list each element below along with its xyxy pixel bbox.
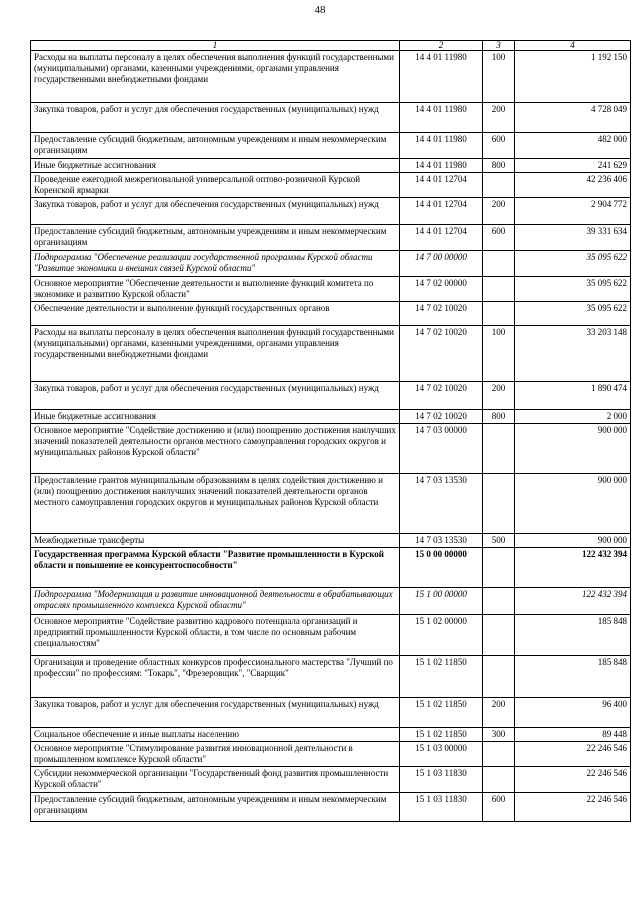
row-name: Предоставление грантов муниципальным образованиям в целях содействия достижению и (или) поощрению достижения наилучших значений показателей деятельности органов местного самоуправления городских округов и муниципальных районов Курской области [31,474,400,534]
table-row [31,410,631,424]
row-code: 15 1 03 11830 [400,767,483,793]
row-name: Закупка товаров, работ и услуг для обеспечения государственных (муниципальных) нужд [31,382,400,410]
row-name: Государственная программа Курской области "Развитие промышленности в Курской области и повышение ее конкурентоспособности" [31,548,400,588]
row-code: 14 7 00 00000 [400,251,483,277]
row-code: 14 4 01 11980 [400,133,483,159]
row-type: 500 [483,534,515,548]
row-type [483,302,515,326]
table-row [31,474,631,534]
table-row [31,698,631,728]
row-code: 14 4 01 12704 [400,198,483,225]
row-code: 15 1 03 11830 [400,793,483,822]
row-type [483,588,515,615]
row-code: 14 4 01 11980 [400,51,483,103]
row-type [483,548,515,588]
row-name: Межбюджетные трансферты [31,534,400,548]
row-code: 14 4 01 12704 [400,225,483,251]
row-name: Предоставление субсидий бюджетным, автономным учреждениям и иным некоммерческим организациям [31,793,400,822]
row-name: Закупка товаров, работ и услуг для обеспечения государственных (муниципальных) нужд [31,103,400,133]
row-code: 15 1 02 11850 [400,728,483,742]
row-type: 100 [483,326,515,382]
row-name: Расходы на выплаты персоналу в целях обеспечения выполнения функций государственными (муниципальными) органами, казенными учреждениями, органами управления государственными внебюджетными фондами [31,326,400,382]
row-name: Основное мероприятие "Стимулирование развития инновационной деятельности в промышленном комплексе Курской области" [31,742,400,767]
row-type [483,742,515,767]
row-name: Расходы на выплаты персоналу в целях обеспечения выполнения функций государственными (муниципальными) органами, казенными учреждениями, органами управления государственными внебюджетными фондами [31,51,400,103]
row-type: 200 [483,198,515,225]
row-code: 14 7 02 10020 [400,382,483,410]
row-name: Основное мероприятие "Обеспечение деятельности и выполнение функций комитета по экономике и развитию Курской области" [31,277,400,302]
row-code: 14 7 02 10020 [400,326,483,382]
row-amount: 22 246 546 [515,767,631,793]
table-row [31,51,631,103]
table-row [31,382,631,410]
row-name: Подпрограмма "Обеспечение реализации государственной программы Курской области "Развитие экономики и внешних связей Курской области" [31,251,400,277]
row-type: 600 [483,225,515,251]
row-amount: 42 236 406 [515,173,631,198]
row-amount: 22 246 546 [515,742,631,767]
row-name: Субсидии некоммерческой организации "Государственный фонд развития промышленности Курской области" [31,767,400,793]
row-type [483,251,515,277]
row-code: 15 1 02 11850 [400,656,483,698]
row-name: Обеспечение деятельности и выполнение функций государственных органов [31,302,400,326]
table-row [31,277,631,302]
row-amount: 122 432 394 [515,548,631,588]
row-amount: 22 246 546 [515,793,631,822]
row-type [483,424,515,474]
table-row [31,133,631,159]
row-type [483,173,515,198]
table-row [31,424,631,474]
row-type [483,767,515,793]
row-amount: 33 203 148 [515,326,631,382]
row-name: Основное мероприятие "Содействие развитию кадрового потенциала организаций и предприятий промышленности Курской области, в том числе по основным рабочим специальностям" [31,615,400,656]
table-row [31,103,631,133]
row-amount: 39 331 634 [515,225,631,251]
row-name: Предоставление субсидий бюджетным, автономным учреждениям и иным некоммерческим организациям [31,225,400,251]
table-header-row [31,41,631,51]
row-amount: 900 000 [515,424,631,474]
row-amount: 900 000 [515,534,631,548]
table-row [31,588,631,615]
table-row [31,251,631,277]
row-code: 15 1 02 11850 [400,698,483,728]
table-row [31,767,631,793]
row-code: 14 4 01 11980 [400,159,483,173]
row-code: 14 7 03 00000 [400,424,483,474]
row-name: Проведение ежегодной межрегиональной универсальной оптово-розничной Курской Коренской ярмарки [31,173,400,198]
row-code: 14 4 01 11980 [400,103,483,133]
row-code: 14 7 02 00000 [400,277,483,302]
table-row [31,225,631,251]
row-code: 15 1 00 00000 [400,588,483,615]
budget-table [30,40,631,822]
table-row [31,742,631,767]
row-type: 200 [483,382,515,410]
table-row [31,728,631,742]
row-amount: 185 848 [515,615,631,656]
row-code: 14 7 03 13530 [400,474,483,534]
row-amount: 35 095 622 [515,302,631,326]
row-amount: 1 192 150 [515,51,631,103]
row-name: Подпрограмма "Модернизация и развитие инновационной деятельности в обрабатывающих отраслях промышленного комплекса Курской области" [31,588,400,615]
row-name: Социальное обеспечение и иные выплаты населению [31,728,400,742]
row-amount: 241 629 [515,159,631,173]
header-col-4: 4 [515,41,631,51]
row-name: Предоставление субсидий бюджетным, автономным учреждениям и иным некоммерческим организациям [31,133,400,159]
row-type: 200 [483,103,515,133]
row-type: 600 [483,793,515,822]
table-row [31,198,631,225]
row-name: Иные бюджетные ассигнования [31,159,400,173]
table-row [31,615,631,656]
row-name: Организация и проведение областных конкурсов профессионального мастерства "Лучший по профессии" по профессиям: "Токарь", "Фрезеровщик", "Сварщик" [31,656,400,698]
row-type: 800 [483,410,515,424]
row-type: 200 [483,698,515,728]
header-col-1: 1 [31,41,400,51]
row-name: Закупка товаров, работ и услуг для обеспечения государственных (муниципальных) нужд [31,698,400,728]
row-amount: 482 000 [515,133,631,159]
row-type: 800 [483,159,515,173]
row-name: Основное мероприятие "Содействие достижению и (или) поощрению достижения наилучших значений показателей деятельности органов местного самоуправления городских округов и муниципальных районов Курской области" [31,424,400,474]
row-amount: 2 904 772 [515,198,631,225]
row-name: Иные бюджетные ассигнования [31,410,400,424]
row-amount: 122 432 394 [515,588,631,615]
header-col-2: 2 [400,41,483,51]
row-code: 14 7 03 13530 [400,534,483,548]
row-amount: 35 095 622 [515,251,631,277]
row-code: 15 1 02 00000 [400,615,483,656]
table-row [31,326,631,382]
row-code: 15 0 00 00000 [400,548,483,588]
table-row [31,173,631,198]
row-code: 14 7 02 10020 [400,302,483,326]
table-row [31,656,631,698]
row-code: 15 1 03 00000 [400,742,483,767]
table-body [31,41,631,822]
table-row [31,302,631,326]
row-code: 14 4 01 12704 [400,173,483,198]
row-type: 300 [483,728,515,742]
row-amount: 185 848 [515,656,631,698]
row-type [483,615,515,656]
row-amount: 1 890 474 [515,382,631,410]
table-row [31,793,631,822]
row-amount: 89 448 [515,728,631,742]
table-row [31,159,631,173]
row-amount: 96 400 [515,698,631,728]
row-name: Закупка товаров, работ и услуг для обеспечения государственных (муниципальных) нужд [31,198,400,225]
row-type [483,474,515,534]
row-type: 100 [483,51,515,103]
row-amount: 2 000 [515,410,631,424]
table-row [31,548,631,588]
page-number: 48 [314,4,326,16]
header-col-3: 3 [483,41,515,51]
table-row [31,534,631,548]
row-type [483,656,515,698]
row-type [483,277,515,302]
row-amount: 35 095 622 [515,277,631,302]
row-amount: 900 000 [515,474,631,534]
row-code: 14 7 02 10020 [400,410,483,424]
row-amount: 4 728 049 [515,103,631,133]
row-type: 600 [483,133,515,159]
